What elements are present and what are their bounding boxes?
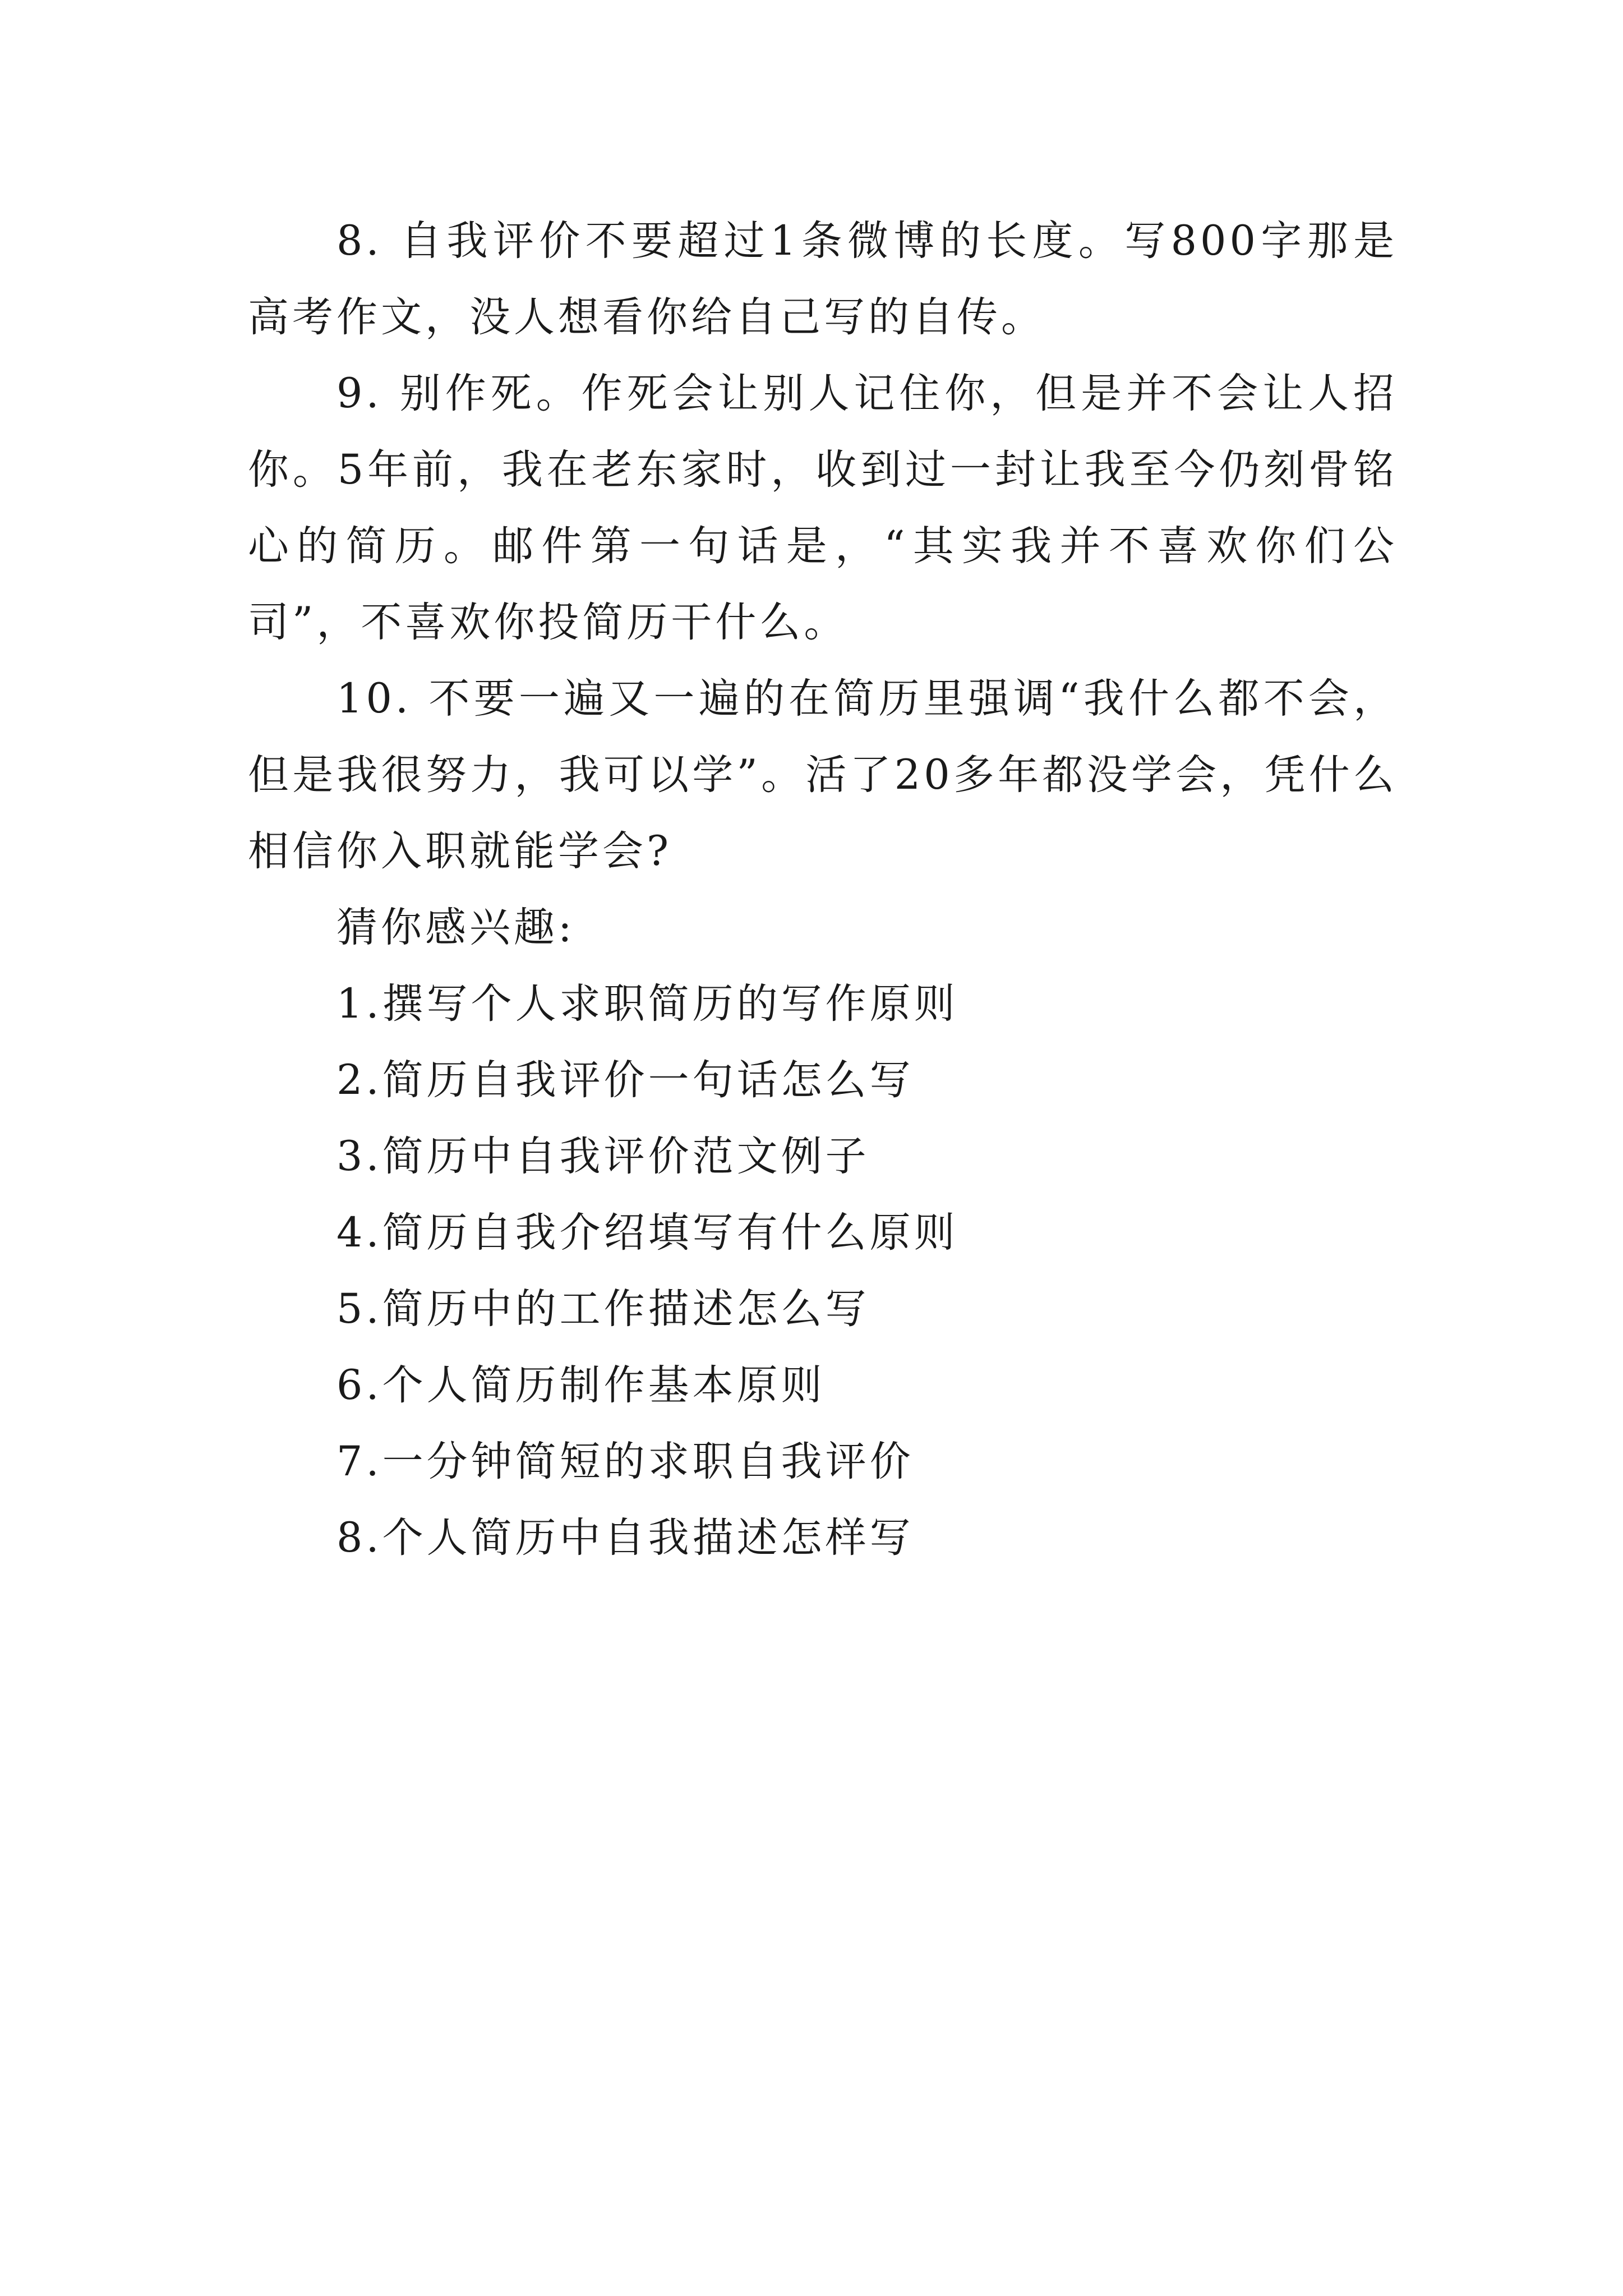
related-item-5[interactable]: 5.简历中的工作描述怎么写: [336, 1285, 870, 1333]
related-item-6[interactable]: 6.个人简历制作基本原则: [336, 1361, 826, 1409]
paragraph-tip-10: 10. 不要一遍又一遍的在简历里强调“我什么都不会，但是我很努力，我可以学”。活了20多年都没学会，凭什么相信你入职就能学会?: [248, 675, 1398, 875]
related-item-1[interactable]: 1.撰写个人求职简历的写作原则: [336, 980, 958, 1028]
related-item-8[interactable]: 8.个人简历中自我描述怎样写: [336, 1514, 914, 1562]
related-item-7[interactable]: 7.一分钟简短的求职自我评价: [336, 1438, 914, 1485]
document-body: [248, 203, 1398, 1576]
related-item-3[interactable]: 3.简历中自我评价范文例子: [336, 1133, 870, 1180]
related-item-4[interactable]: 4.简历自我介绍填写有什么原则: [336, 1209, 958, 1257]
paragraph-tip-9: 9. 别作死。作死会让别人记住你，但是并不会让人招你。5年前，我在老东家时，收到过一封让我至今仍刻骨铭心的简历。邮件第一句话是，“其实我并不喜欢你们公司”，不喜欢你投简历干什么。: [248, 370, 1398, 646]
related-title: 猜你感兴趣:: [336, 904, 575, 951]
paragraph-tip-8: 8. 自我评价不要超过1条微博的长度。写800字那是高考作文，没人想看你给自己写的自传。: [248, 217, 1398, 341]
related-item-2[interactable]: 2.简历自我评价一句话怎么写: [336, 1056, 914, 1104]
